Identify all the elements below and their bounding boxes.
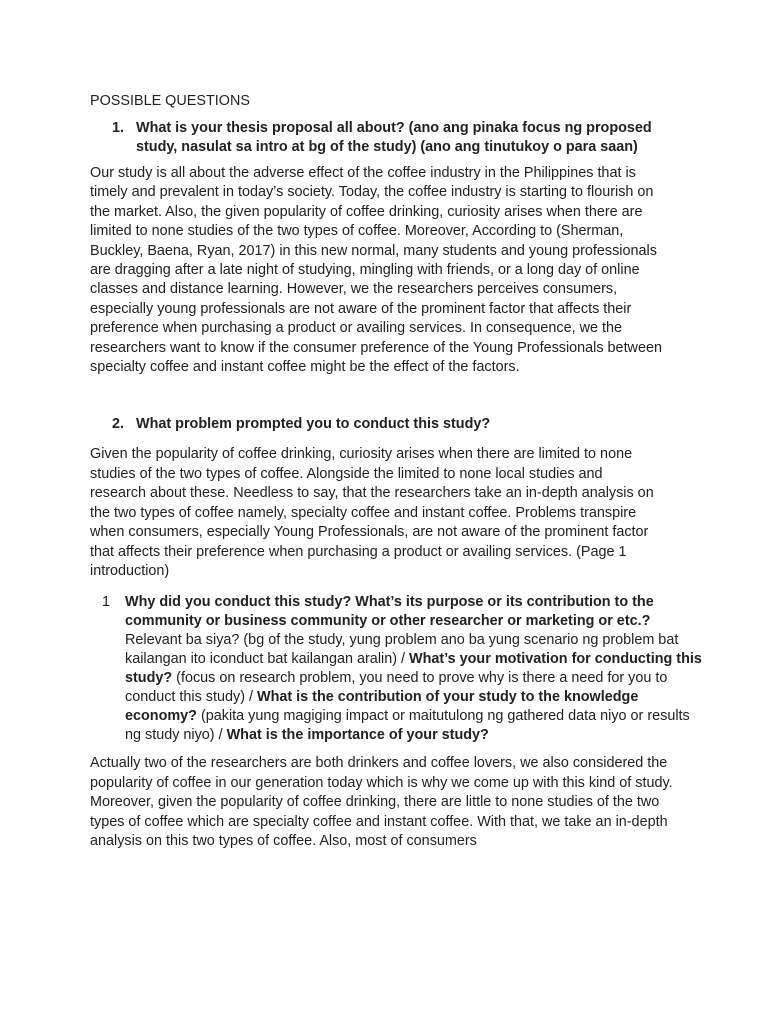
question-1-text: What is your thesis proposal all about? (ano ang pinaka focus ng proposed study, nasulat sa intro at bg of the study) (ano ang tinutukoy o para saan): [136, 120, 652, 155]
question-3-part-5: What is the contribution of your study to the knowledge economy?: [125, 689, 639, 725]
answer-2-paragraph: Given the popularity of coffee drinking, curiosity arises when there are limited to none studies of the two types of coffee. Alongside the limited to none local studies and research about these. Needless to say, that the researchers take an in-depth analysis on the two types of coffee namely, specialty coffee and instant coffee. Problems transpire when consumers, especially Young Professionals, are not aware of the prominent factor that affects their preference when purchasing a product or availing services. (Page 1 introduction): [90, 446, 654, 579]
question-1: [90, 119, 680, 157]
question-2-number: 2.: [112, 416, 125, 433]
document-heading: POSSIBLE QUESTIONS: [90, 93, 250, 109]
document-page: [90, 92, 702, 851]
question-3-part-4: (focus on research problem, you need to prove why is there a need for you to conduct this study) /: [125, 670, 668, 706]
answer-1-paragraph: Our study is all about the adverse effect of the coffee industry in the Philippines that is timely and prevalent in today’s society. Today, the coffee industry is starting to flourish on the market. Also, the given popularity of coffee drinking, curiosity arises when there are limited to none studies of the two types of coffee. Moreover, According to (Sherman, Buckley, Baena, Ryan, 2017) in this new normal, many students and young professionals are dragging after a late night of studying, mingling with friends, or a long day of online classes and distance learning. However, we the researchers perceives consumers, especially young professionals are not aware of the prominent factor that affects their preference when purchasing a product or availing services. In consequence, we the researchers want to know if the consumer preference of the Young Professionals between specialty coffee and instant coffee might be the effect of the factors.: [90, 165, 662, 376]
question-3-part-6: (pakita yung magiging impact or maitutulong ng gathered data niyo or results ng study niyo) /: [125, 708, 690, 744]
question-3-part-7: What is the importance of your study?: [226, 727, 489, 744]
question-2-text: What problem prompted you to conduct this study?: [136, 416, 491, 433]
question-3-number: 1: [102, 594, 111, 611]
question-2: [90, 415, 680, 434]
question-3-part-1: Why did you conduct this study? What’s its purpose or its contribution to the community or business community or other researcher or marketing or etc.?: [125, 594, 654, 630]
question-3-part-3: What’s your motivation for conducting this study?: [125, 651, 702, 687]
question-1-number: 1.: [112, 120, 125, 136]
answer-3-paragraph: Actually two of the researchers are both drinkers and coffee lovers, we also considered the popularity of coffee in our generation today which is why we come up with this kind of study. Moreover, given the popularity of coffee drinking, there are little to none studies of the two types of coffee which are specialty coffee and instant coffee. With that, we take an in-depth analysis on this two types of coffee. Also, most of consumers: [90, 755, 673, 849]
question-3-text: [125, 593, 705, 745]
question-3: [90, 593, 702, 745]
question-3-part-2: Relevant ba siya? (bg of the study, yung problem ano ba yung scenario ng problem bat kailangan ito iconduct bat kailangan aralin) /: [125, 632, 679, 668]
